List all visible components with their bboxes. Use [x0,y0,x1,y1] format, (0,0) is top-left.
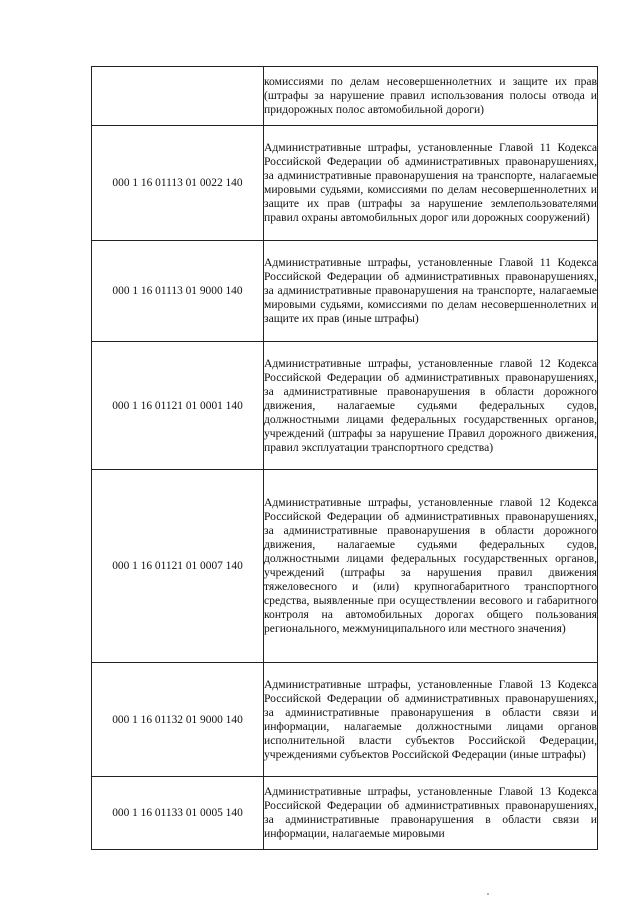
code-cell: 000 1 16 01133 01 0005 140 [92,777,264,850]
table-row [92,67,598,126]
code-cell: 000 1 16 01113 01 9000 140 [92,241,264,342]
description-cell: Административные штрафы, установленные главой 12 Кодекса Российской Федерации об административных правонарушениях, за административные правонарушения в области дорожного движения, налагаемые судьями федеральных судов, должностными лицами федеральных государственных органов, учреждений (штрафы за нарушения правил движения тяжеловесного и (или) крупногабаритного транспортного средства, выявленные при осуществлении весового и габаритного контроля на автомобильных дорогах общего пользования регионального, межмуниципального или местного значения) [264,470,598,663]
table-row [92,241,598,342]
code-cell: 000 1 16 01113 01 0022 140 [92,126,264,241]
table-row [92,777,598,850]
code-cell [92,67,264,126]
description-cell: Административные штрафы, установленные Главой 11 Кодекса Российской Федерации об административных правонарушениях, за административные правонарушения на транспорте, налагаемые мировыми судьями, комиссиями по делам несовершеннолетних и защите их прав (иные штрафы) [264,241,598,342]
description-cell: комиссиями по делам несовершеннолетних и защите их прав (штрафы за нарушение правил использования полосы отвода и придорожных полос автомобильной дороги) [264,67,598,126]
table-row [92,663,598,777]
table-row [92,470,598,663]
description-cell: Административные штрафы, установленные Главой 13 Кодекса Российской Федерации об административных правонарушениях, за административные правонарушения в области связи и информации, налагаемые должностными лицами органов исполнительной власти субъектов Российской Федерации, учреждениями субъектов Российской Федерации (иные штрафы) [264,663,598,777]
code-cell: 000 1 16 01121 01 0007 140 [92,470,264,663]
description-cell: Административные штрафы, установленные Главой 11 Кодекса Российской Федерации об административных правонарушениях, за административные правонарушения на транспорте, налагаемые мировыми судьями, комиссиями по делам несовершеннолетних и защите их прав (штрафы за нарушение землепользователями правил охраны автомобильных дорог или дорожных сооружений) [264,126,598,241]
code-cell: 000 1 16 01121 01 0001 140 [92,342,264,470]
table-row [92,342,598,470]
code-cell: 000 1 16 01132 01 9000 140 [92,663,264,777]
description-cell: Административные штрафы, установленные главой 12 Кодекса Российской Федерации об административных правонарушениях, за административные правонарушения в области дорожного движения, налагаемые судьями федеральных судов, должностными лицами федеральных государственных органов, учреждений (штрафы за нарушение Правил дорожного движения, правил эксплуатации транспортного средства) [264,342,598,470]
budget-classification-table [91,66,598,850]
description-cell: Административные штрафы, установленные Главой 13 Кодекса Российской Федерации об административных правонарушениях, за административные правонарушения в области связи и информации, налагаемые мировыми [264,777,598,850]
table-row [92,126,598,241]
scan-speck [487,893,489,895]
